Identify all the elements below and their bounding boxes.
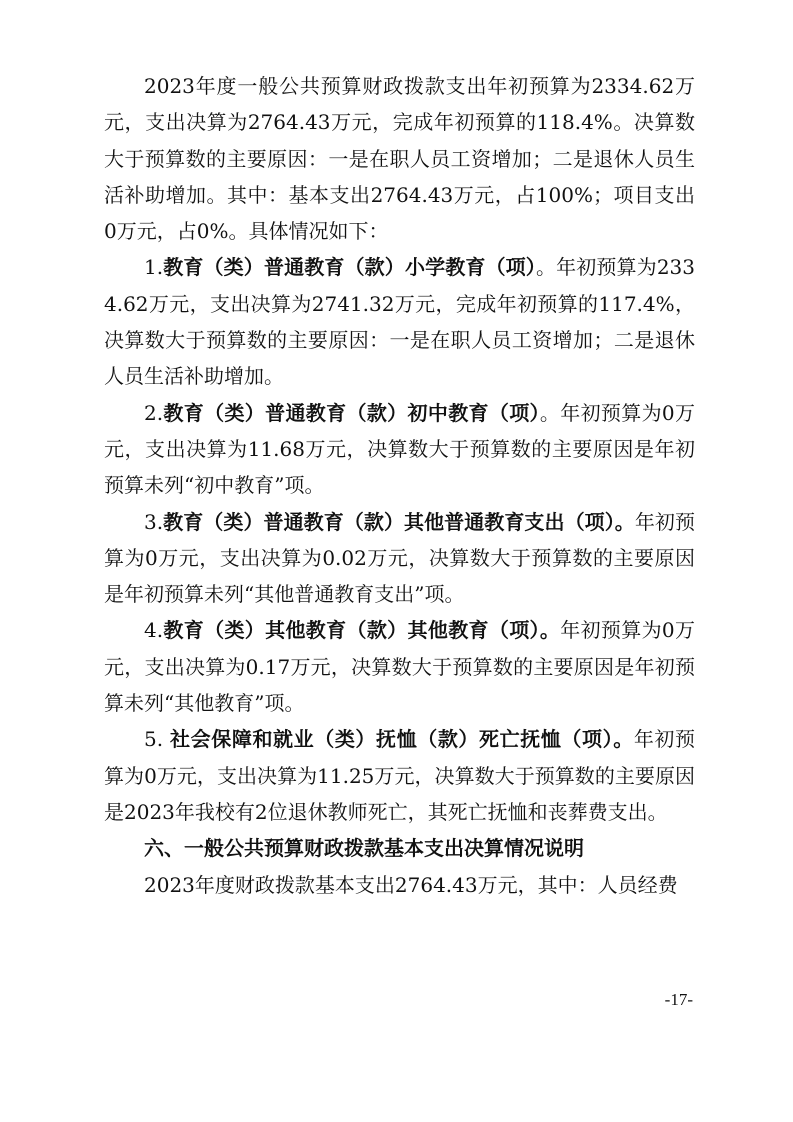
item-body: 。年初预算为0万元，支出决算为11.68万元，决算数大于预算数的主要原因是年初预算未列“初中教育”项。 — [104, 400, 695, 498]
item-1 — [104, 249, 695, 394]
item-number: 3. — [144, 509, 164, 534]
item-5 — [104, 721, 695, 830]
item-number: 4. — [144, 618, 164, 643]
item-2 — [104, 395, 695, 504]
item-title: 教育（类）普通教育（款）小学教育（项） — [163, 255, 536, 280]
item-number: 1. — [144, 255, 164, 280]
item-3 — [104, 504, 695, 613]
item-title: 社会保障和就业（类）抚恤（款）死亡抚恤（项）。 — [170, 727, 634, 752]
item-number: 5. — [144, 727, 171, 752]
item-title: 教育（类）其他教育（款）其他教育（项）。 — [163, 618, 561, 643]
item-title: 教育（类）普通教育（款）初中教育（项） — [163, 400, 540, 425]
intro-paragraph: 2023年度一般公共预算财政拨款支出年初预算为2334.62万元，支出决算为2764.43万元，完成年初预算的118.4%。决算数大于预算数的主要原因：一是在职人员工资增加；二是退休人员生活补助增加。其中：基本支出2764.43万元，占100%；项目支出0万元，占0%。具体情况如下： — [104, 74, 695, 244]
item-title: 教育（类）普通教育（款）其他普通教育支出（项）。 — [163, 509, 635, 534]
document-page — [104, 68, 695, 903]
closing-paragraph: 2023年度财政拨款基本支出2764.43万元，其中：人员经费 — [144, 872, 678, 897]
item-body: 年初预算为0万元，支出决算为0.17万元，决算数大于预算数的主要原因是年初预算未列“其他教育”项。 — [104, 618, 695, 716]
section-heading: 六、一般公共预算财政拨款基本支出决算情况说明 — [144, 836, 584, 861]
item-4 — [104, 612, 695, 721]
item-body: 年初预算为0万元，支出决算为11.25万元，决算数大于预算数的主要原因是2023年我校有2位退休教师死亡，其死亡抚恤和丧葬费支出。 — [104, 727, 696, 824]
item-number: 2. — [144, 400, 164, 425]
page-number: -17- — [664, 990, 693, 1009]
item-body: 年初预算为0万元，支出决算为0.02万元，决算数大于预算数的主要原因是年初预算未列“其他普通教育支出”项。 — [104, 509, 696, 607]
item-body: 。年初预算为2334.62万元，支出决算为2741.32万元，完成年初预算的117.4%，决算数大于预算数的主要原因：一是在职人员工资增加；二是退休人员生活补助增加。 — [104, 255, 696, 389]
